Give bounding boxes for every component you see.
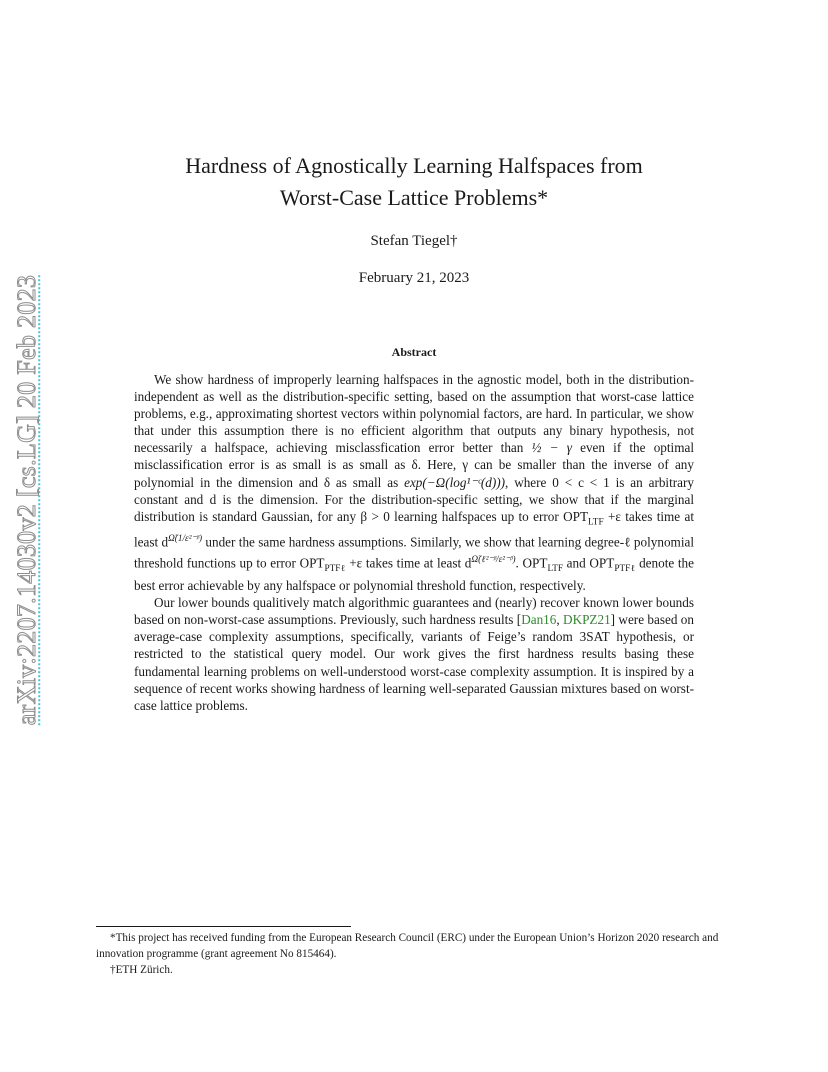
text-run: ,	[556, 612, 564, 628]
paper-date: February 21, 2023	[358, 270, 470, 286]
math-half-minus-gamma: ½ − γ	[531, 440, 572, 456]
citation-link-dan16[interactable]: Dan16	[521, 612, 557, 628]
abstract-paragraph-2	[134, 594, 694, 714]
text-run: . OPT	[515, 555, 548, 571]
text-run: denote the best error achievable by any halfspace or polynomial threshold function, respectively.	[134, 555, 695, 594]
footnote-funding: *This project has received funding from the European Research Council (ERC) under the European Union’s Horizon 2020 research and innovation programme (grant agreement No 815464).	[96, 932, 719, 960]
abstract-heading: Abstract	[391, 345, 437, 359]
text-run: ] were based on average-case complexity assumptions, specifically, variants of Feige’s random 3SAT hypothesis, or restricted to the statistical query model. Our work gives the first hardness results basing these fundamental learning problems on well-understood worst-case complexity assumption. It is inspired by a sequence of recent works showing hardness of learning well-separated Gaussian mixtures based on worst-case lattice problems.	[134, 612, 694, 713]
arxiv-stamp-text: arXiv:2207.14030v2 [cs.LG] 20 Feb 2023	[12, 274, 41, 726]
abstract-body	[134, 371, 694, 714]
paper-title	[100, 150, 728, 214]
text-run: even if the optimal misclassification error is as small is as small as δ. Here, γ can be smaller than the inverse of any polynomial in the dimension and δ as small as	[134, 440, 694, 490]
text-run: +ε takes time at least d	[345, 555, 472, 571]
subscript-ptf: PTFℓ	[614, 563, 636, 573]
title-line-1: Hardness of Agnostically Learning Halfspaces from	[185, 153, 643, 178]
subscript-ltf: LTF	[588, 516, 604, 527]
text-run: +ε takes time at least d	[134, 508, 694, 550]
author-name: Stefan Tiegel†	[370, 233, 458, 249]
abstract-paragraph-1	[134, 371, 694, 594]
math-exp-expression: exp(−Ω(log¹⁻ᶜ(d)))	[404, 474, 506, 490]
footnote-divider	[96, 926, 351, 927]
superscript-exponent: Ω̃(1/ε²⁻ᵝ)	[168, 533, 203, 544]
footnote-affiliation: †ETH Zürich.	[110, 964, 173, 976]
footnotes	[96, 930, 736, 978]
arxiv-stamp	[4, 255, 50, 745]
title-line-2: Worst-Case Lattice Problems*	[279, 185, 549, 210]
text-run: We show hardness of improperly learning halfspaces in the agnostic model, both in the distribution-independent as well as the distribution-specific setting, based on the assumption that worst-case lattice problems, e.g., approximating shortest vectors within polynomial factors, are hard. In particular, we show that under this assumption there is no efficient algorithm that outputs any binary hypothesis, not necessarily a halfspace, achieving misclassfication error better than	[134, 372, 694, 456]
text-run: and OPT	[563, 555, 615, 571]
text-run: Our lower bounds qualitively match algorithmic guarantees and (nearly) recover known lower bounds based on non-worst-case assumptions. Previously, such hardness results [	[134, 595, 694, 628]
superscript-exponent: Ω̃(ℓ²⁻ᵝ/ε²⁻ᵝ)	[471, 553, 516, 564]
subscript-ltf: LTF	[547, 563, 564, 573]
text-run: under the same hardness assumptions. Similarly, we show that learning degree-ℓ polynomial threshold functions up to error OPT	[134, 534, 694, 571]
subscript-ptf: PTFℓ	[324, 563, 346, 573]
citation-link-dkpz21[interactable]: DKPZ21	[563, 612, 611, 628]
text-run: , where 0 < c < 1 is an arbitrary constant and d is the dimension. For the distribution-specific setting, we show that if the marginal distribution is standard Gaussian, for any β > 0 learning halfspaces up to error OPT	[134, 474, 694, 524]
